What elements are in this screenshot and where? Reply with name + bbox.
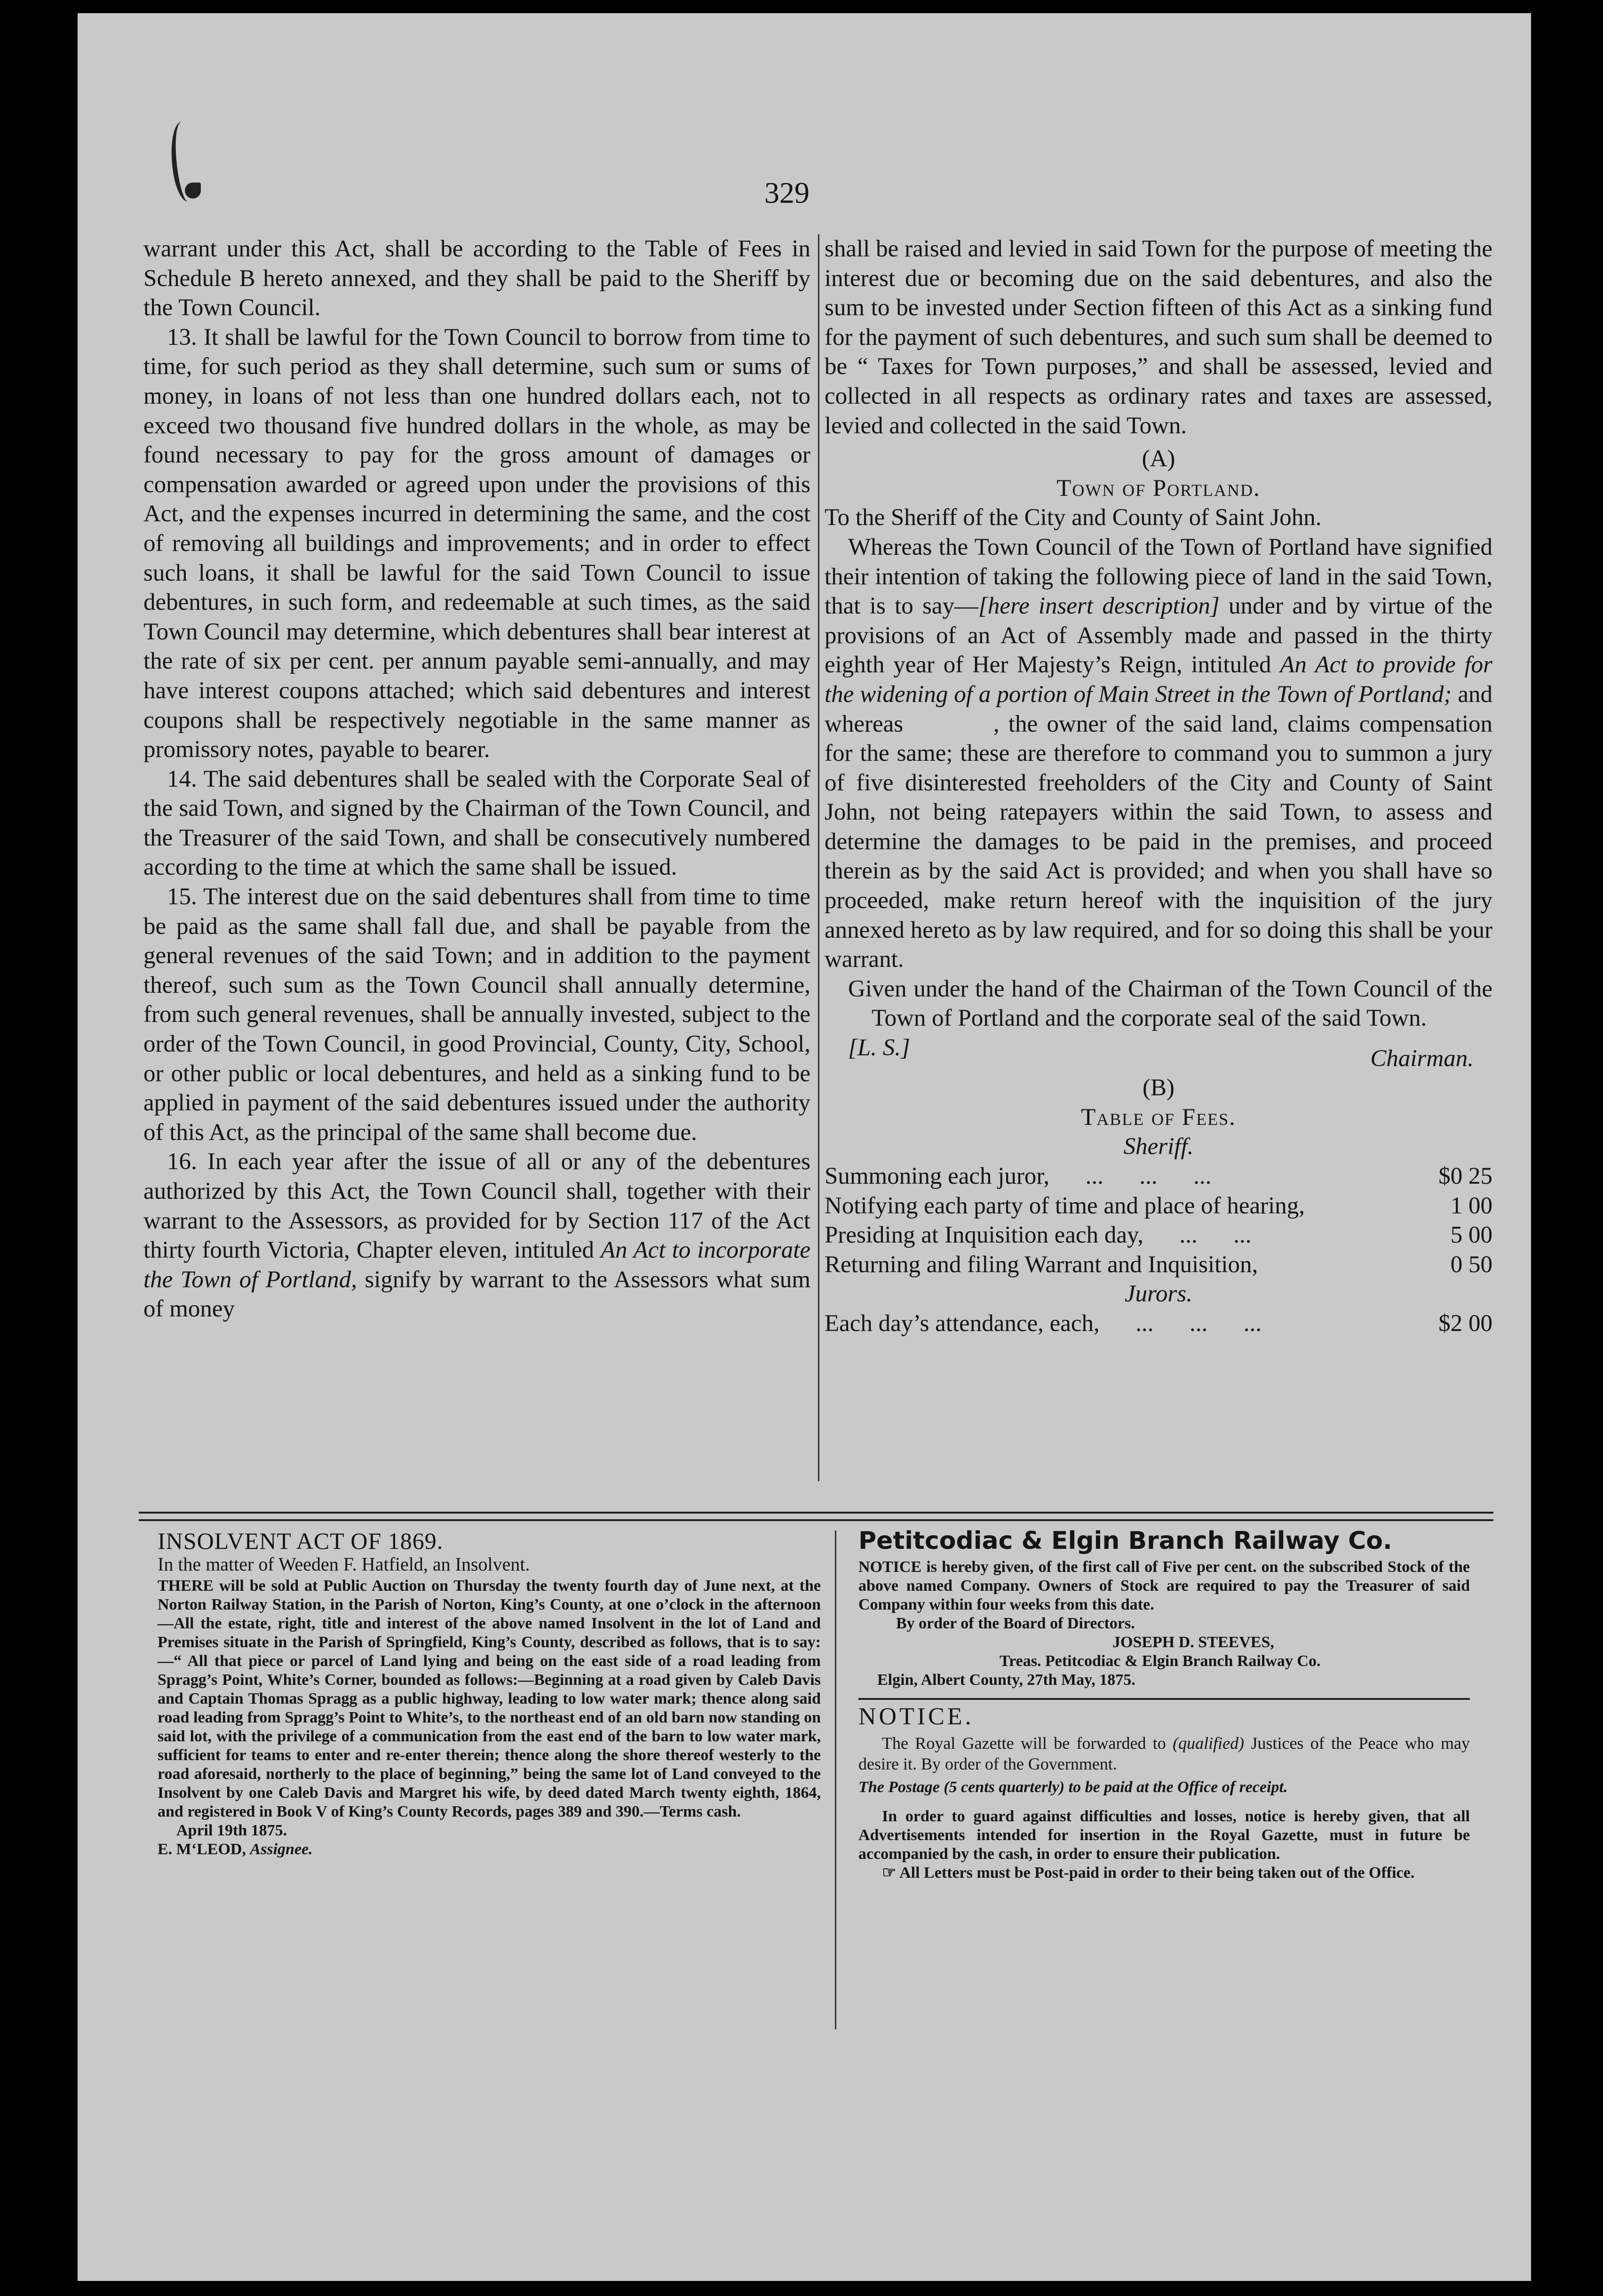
fee-item: Presiding at Inquisition each day, ... ... bbox=[825, 1222, 1252, 1249]
warrant-text bbox=[825, 533, 1492, 974]
fee-row bbox=[825, 1250, 1492, 1280]
fee-amount: 5 00 bbox=[1450, 1222, 1492, 1249]
notice-divider bbox=[858, 1698, 1470, 1700]
railway-by-order: By order of the Board of Directors. bbox=[896, 1615, 1135, 1632]
right-column bbox=[825, 234, 1492, 1339]
insolvent-body: THERE will be sold at Public Auction on Thursday the twenty fourth day of June next, at the Norton Railway Station, in the Parish of Norton, King’s County, at one o’clock in the afternoon—All the estate, right, title and interest of the above named Insolvent in the lot of Land and Premises situate in the Parish of Springfield, King’s County, described as follows, that is to say:—“ All that piece or parcel of Land lying and being on the east side of a road leading from Spragg’s Point, White’s Corner, bounded as follows:—Beginning at a road given by Caleb Davis and Captain Thomas Spragg as a public highway, leading to low water mark; thence along said road leading from Spragg’s Point to White’s, to the northeast end of an old barn now standing on said lot, with the privilege of a communication from the east end of the barn to low water mark, sufficient for teams to enter and re-enter therein; thence along the shore thereof westerly to the road aforesaid, northerly to the place of beginning,” being the same lot of Land conveyed to the Insolvent by one Caleb Davis and Margret his wife, by deed dated March twenty eighth, 1864, and registered in Book V of King’s County Records, pages 389 and 390.—Terms cash. bbox=[158, 1577, 821, 1820]
warrant-text-c: and whereas , the owner of the said land, claims compensation for the same; these are therefore to command you to summon a jury of five disinterested freeholders of the City and County of Saint John, not being ratepayers within the said Town, to assess and determine the damages to be paid in the premises, and proceed therein as by the said Act is provided; and when you shall have so proceeded, make return hereof with the inquisition of the jury annexed hereto as by law required, and for so doing this shall be your warrant. bbox=[825, 681, 1492, 973]
section-16-text-a: 16. In each year after the issue of all or any of the debentures authorized by this Act, the Town Council shall, together with their warrant to the Assessors, as provided for by Section 117 of the Act thirty fourth Victoria, Chapter eleven, intituled bbox=[143, 1148, 810, 1264]
town-title: Town of Portland. bbox=[1056, 475, 1261, 502]
sheriff-fees-table bbox=[825, 1162, 1492, 1279]
notice-gazette-a: The Royal Gazette will be forwarded to bbox=[882, 1734, 1173, 1753]
fee-row bbox=[825, 1220, 1492, 1250]
juror-fee-row bbox=[825, 1309, 1492, 1339]
schedule-b-label: (B) bbox=[1143, 1075, 1174, 1101]
warrant-act-title: An Act to provide for the widening of a portion of Main Street in the Town of Portland; bbox=[825, 652, 1492, 708]
section-15: 15. The interest due on the said debentures shall from time to time be paid as the same shall fall due, and shall be payable from the general revenues of the said Town; and in addition to the payment thereof, such sum as the Town Council shall annually determine, from such general revenues, shall be annually invested, subject to the order of the Town Council, in good Provincial, County, City, School, or other public or local debentures, and held as a sinking fund to be applied in payment of the said debentures issued under the authority of this Act, as the principal of the same shall become due. bbox=[143, 884, 810, 1146]
assignee-name: E. M‘LEOD, bbox=[158, 1841, 246, 1858]
fee-row bbox=[825, 1191, 1492, 1221]
notice-postage: The Postage (5 cents quarterly) to be paid at the Office of receipt. bbox=[858, 1778, 1288, 1796]
warrant-insert: [here insert description] bbox=[978, 593, 1220, 620]
seal-label: [L. S.] bbox=[848, 1035, 910, 1061]
gazette-page bbox=[78, 13, 1531, 2281]
fee-item: Each day’s attendance, each, ... ... ... bbox=[825, 1310, 1262, 1337]
schedule-a-label: (A) bbox=[1142, 446, 1175, 472]
fee-row bbox=[825, 1162, 1492, 1191]
insolvent-subheading: In the matter of Weeden F. Hatfield, an Insolvent. bbox=[158, 1554, 530, 1575]
fee-item: Summoning each juror, ... ... ... bbox=[825, 1163, 1212, 1189]
warrant-text-a: Whereas the Town Council of the Town of Portland have signified their intention of taking the following piece of land in the said Town, that is to say— bbox=[825, 534, 1492, 620]
insolvent-signature bbox=[158, 1840, 821, 1859]
notice-qualified: (qualified) bbox=[1173, 1734, 1245, 1753]
fee-item: Notifying each party of time and place of hearing, bbox=[825, 1192, 1305, 1219]
railway-place-date: Elgin, Albert County, 27th May, 1875. bbox=[877, 1671, 1135, 1689]
section-16-act-title: An Act to incorporate the Town of Portland, bbox=[143, 1237, 810, 1293]
railway-notice: NOTICE is hereby given, of the first call of Five per cent. on the subscribed Stock of the above named Company. Owners of Stock are required to pay the Treasurer of said Company within four weeks from this date. bbox=[858, 1558, 1470, 1613]
left-column bbox=[143, 234, 810, 1324]
right-paragraph: shall be raised and levied in said Town for the purpose of meeting the interest due or becoming due on the said debentures, and also the sum to be invested under Section fifteen of this Act as a sinking fund for the payment of such debentures, and such sum shall be deemed to be “ Taxes for Town purposes,” and shall be assessed, levied and collected in all respects as ordinary rates and taxes are assessed, levied and collected in the said Town. bbox=[825, 236, 1492, 439]
section-14: 14. The said debentures shall be sealed with the Corporate Seal of the said Town, and signed by the Chairman of the Town Council, and the Treasurer of the said Town, and shall be consecutively numbered according to the time at which the same shall be issued. bbox=[143, 765, 810, 881]
insolvent-notice bbox=[158, 1528, 821, 1859]
fee-item: Returning and filing Warrant and Inquisition, bbox=[825, 1251, 1258, 1278]
left-paragraph: warrant under this Act, shall be according to the Table of Fees in Schedule B hereto annexed, and they shall be paid to the Sheriff by the Town Council. bbox=[143, 236, 810, 321]
fee-amount: 0 50 bbox=[1450, 1251, 1492, 1278]
right-notices bbox=[858, 1527, 1470, 1882]
insolvent-date: April 19th 1875. bbox=[176, 1822, 287, 1839]
jurors-heading: Jurors. bbox=[1124, 1281, 1193, 1307]
chairman-label: Chairman. bbox=[1370, 1045, 1474, 1072]
insolvent-heading: INSOLVENT ACT OF 1869. bbox=[158, 1528, 444, 1554]
ink-blot bbox=[185, 183, 201, 199]
fee-amount: $2 00 bbox=[1438, 1310, 1492, 1337]
sheriff-heading: Sheriff. bbox=[1123, 1133, 1194, 1160]
notice-gazette bbox=[858, 1733, 1470, 1774]
to-sheriff: To the Sheriff of the City and County of Saint John. bbox=[825, 504, 1322, 531]
given-under-hand: Given under the hand of the Chairman of the Town Council of the Town of Portland and the corporate seal of the said Town. bbox=[848, 975, 1492, 1032]
railway-title: Treas. Petitcodiac & Elgin Branch Railway Co. bbox=[1000, 1652, 1321, 1670]
notice-advertisements: In order to guard against difficulties and losses, notice is hereby given, that all Advertisements intended for insertion in the Royal Gazette, must in future be accompanied by the cash, in order to ensure their publication. bbox=[858, 1808, 1470, 1863]
assignee-title: Assignee. bbox=[250, 1841, 313, 1858]
railway-heading: Petitcodiac & Elgin Branch Railway Co. bbox=[858, 1527, 1392, 1555]
section-16 bbox=[143, 1147, 810, 1324]
fee-amount: 1 00 bbox=[1450, 1192, 1492, 1219]
railway-name: JOSEPH D. STEEVES, bbox=[1112, 1634, 1274, 1651]
bottom-column-divider bbox=[835, 1531, 836, 2029]
notice-gazette-b: Justices of the Peace who may desire it. By order of the Government. bbox=[858, 1734, 1470, 1773]
notice-heading: NOTICE. bbox=[858, 1703, 974, 1730]
page-number: 329 bbox=[764, 176, 809, 209]
fee-amount: $0 25 bbox=[1438, 1163, 1492, 1189]
section-16-text-b: signify by warrant to the Assessors what sum of money bbox=[143, 1266, 810, 1323]
table-of-fees-title: Table of Fees. bbox=[1081, 1104, 1236, 1131]
warrant-text-b: under and by virtue of the provisions of an Act of Assembly made and passed in the thirty eighth year of Her Majesty’s Reign, intituled bbox=[825, 593, 1492, 678]
section-13: 13. It shall be lawful for the Town Council to borrow from time to time, for such period as they shall determine, such sum or sums of money, in loans of not less than one hundred dollars each, not to exceed two thousand five hundred dollars in the whole, as may be found necessary to pay for the gross amount of damages or compensation awarded or agreed upon under the provisions of this Act, and the expenses incurred in determining the same, and the cost of removing all buildings and improvements; and in order to effect such loans, it shall be lawful for the said Town Council to issue debentures, in such form, and redeemable at such times, as the said Town Council may determine, which debentures shall bear interest at the rate of six per cent. per annum payable semi-annually, and may have interest coupons attached; which said debentures and interest coupons shall be respectively negotiable in the same manner as promissory notes, payable to bearer. bbox=[143, 324, 810, 763]
notice-letters: ☞ All Letters must be Post-paid in order to their being taken out of the Office. bbox=[882, 1864, 1415, 1881]
section-divider bbox=[139, 1512, 1493, 1521]
column-divider bbox=[818, 234, 819, 1481]
